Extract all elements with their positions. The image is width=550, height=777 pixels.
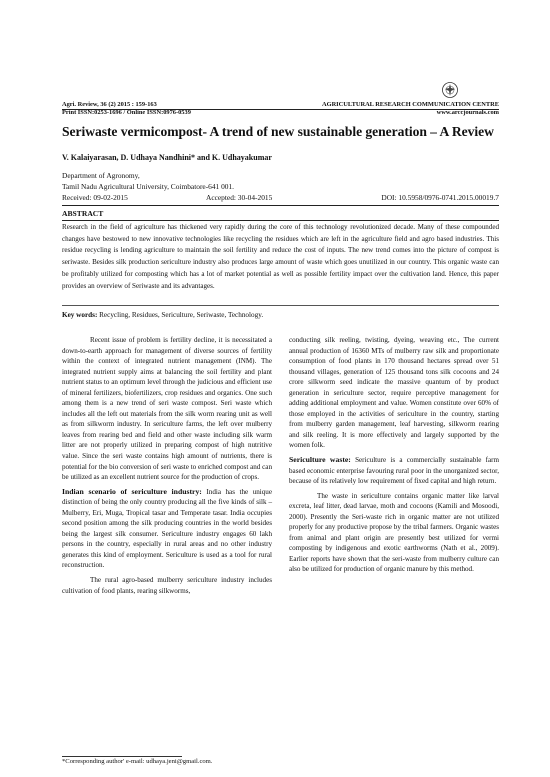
article-title: Seriwaste vermicompost- A trend of new sustainable generation – A Review <box>62 124 494 139</box>
indian-scenario-text: India has the unique distinction of being the only country producing all the five kinds of silk – Mulberry, Eri, Muga, Tropical tasar and Temperate tasar. India occupies second position among the silk producing countries in the world besides being the largest silk consumer. Sericulture industry engages 60 lakh persons in the country, especially in rural areas and no other industry generates this kind of employment. Sericulture is used as a tool for rural reconstruction. <box>62 487 272 570</box>
body-column-right <box>289 335 499 575</box>
affiliation-department: Department of Agronomy, <box>62 171 140 180</box>
publisher-website[interactable]: www.arccjournals.com <box>436 109 499 116</box>
abstract-text: Research in the field of agriculture has thickened very rapidly during the core of this technology revolutionized decade. Many of these compounded changes have bestowed to new innovative technologies like recycling the residues which are left in the agriculture field and agro based industries. This residue recycling is lending agriculture to maintain the soil fertility and reduce the cost of inputs. The new trend comes into the picture of compost is seriwaste. Besides silk production sericulture industry also produces large amount of waste which goes unutilized in our country. This organic waste can be profitably utilized for composting which has a lot of market potential as well as possible fertility impact over the cultivation land. Hence, this paper provides an overview of Seriwaste and its advantages. <box>62 223 499 290</box>
doi-link[interactable]: DOI: 10.5958/0976-0741.2015.00019.7 <box>381 193 499 202</box>
abstract-heading-divider <box>62 220 499 221</box>
accepted-date: Accepted: 30-04-2015 <box>206 193 273 202</box>
corresponding-author-footnote: *Corresponding author' e-mail: udhaya.jeni@gmail.com. <box>62 758 213 765</box>
body-column-left <box>62 335 272 596</box>
waste-composition-paragraph: The waste in sericulture contains organic matter like larval excreta, leaf litter, dead larvae, moth and cocoons (Kamili and Mosoodi, 2000). Presently the Seri-waste rich in organic matter are not utilized properly for any productive propose by the tribal farmers. Organic wastes from animal and plant origin are presently best utilized for vermi composting by indigenous and exotic earthworms (Nath et al., 2009). Earlier reports have shown that the seri-waste from mulberry culture can also be utilized for production of organic manure by this method. <box>289 491 499 574</box>
section-heading-sericulture-waste: Sericulture waste: <box>289 455 351 465</box>
keywords-text: Recycling, Residues, Sericulture, Seriwaste, Technology. <box>99 311 264 319</box>
keywords-label: Key words: <box>62 311 98 319</box>
keywords <box>62 311 263 319</box>
article-page <box>62 0 499 777</box>
sericulture-waste-text: Sericulture is a commercially sustainable farm based economic enterprise favouring rural poor in the unorganized sector, because of its relatively low requirement of fixed capital and high return. <box>289 456 500 486</box>
received-date: Received: 09-02-2015 <box>62 193 128 202</box>
abstract-top-divider <box>62 205 499 206</box>
section-heading-indian-scenario: Indian scenario of sericulture industry: <box>62 486 202 496</box>
arcc-logo-icon <box>441 81 459 99</box>
agro-industry-paragraph: The rural agro-based mulberry sericulture industry includes cultivation of food plants, rearing silkworms, <box>62 576 272 595</box>
footnote-divider <box>62 756 182 757</box>
abstract-heading: ABSTRACT <box>62 209 104 218</box>
article-dates <box>62 193 499 203</box>
production-paragraph: conducting silk reeling, twisting, dyeing, weaving etc., The current annual production of 16360 MTs of mulberry raw silk and proportionate consumption of food plants in 170 thousand hectares spread over 51 thousand villages, generation of 125 thousand tons silk cocoons and 24 crore silkworm seed indicate the massive quantum of by product generation in sericulture sector, require perceptive management for adding additional employment and value. Women constitute over 60% of those employed in the activities of sericulture in the country, starting from mulberry garden management, leaf harvesting, silkworm rearing and silk reeling. It is more effectively and largely supported by the women folk. <box>289 336 499 450</box>
journal-issn: Print ISSN:0253-1696 / Online ISSN:0976-0539 <box>62 109 191 116</box>
publisher-name: AGRICULTURAL RESEARCH COMMUNICATION CENTRE <box>321 101 499 108</box>
intro-paragraph: Recent issue of problem is fertility decline, it is necessitated a down-to-earth approach for management of diverse sources of fertility within the context of integrated nutrient management (INM). The integrated nutrient supply aims at balancing the soil fertility and plant nutrient status to an optimum level through the judicious and efficient use of mineral fertilizers, biofertilizers, crop residues and organics. One such among them is a new trend of seri waste compost. Seri waste which includes all the left out materials from the silk worm rearing unit as well as from silkworm industry. In sericulture farms, the left over mulberry leaves from rearing bed and field and other waste including silk warm litter are not properly utilized in preparing compost of high nutritive value. Since the seri waste contains high amount of nutrients, there is potential for the bio conversion of seri waste to enriched compost and can be utilized as an excellent nutrient source for the production of crops. <box>62 336 272 482</box>
header-divider <box>62 109 499 110</box>
abstract-bottom-divider <box>62 305 499 306</box>
article-authors: V. Kalaiyarasan, D. Udhaya Nandhini* and K. Udhayakumar <box>62 153 272 162</box>
journal-citation: Agri. Review, 36 (2) 2015 : 159-163 <box>62 101 157 108</box>
author-affiliation <box>62 171 234 192</box>
affiliation-university: Tamil Nadu Agricultural University, Coimbatore-641 001. <box>62 181 235 191</box>
